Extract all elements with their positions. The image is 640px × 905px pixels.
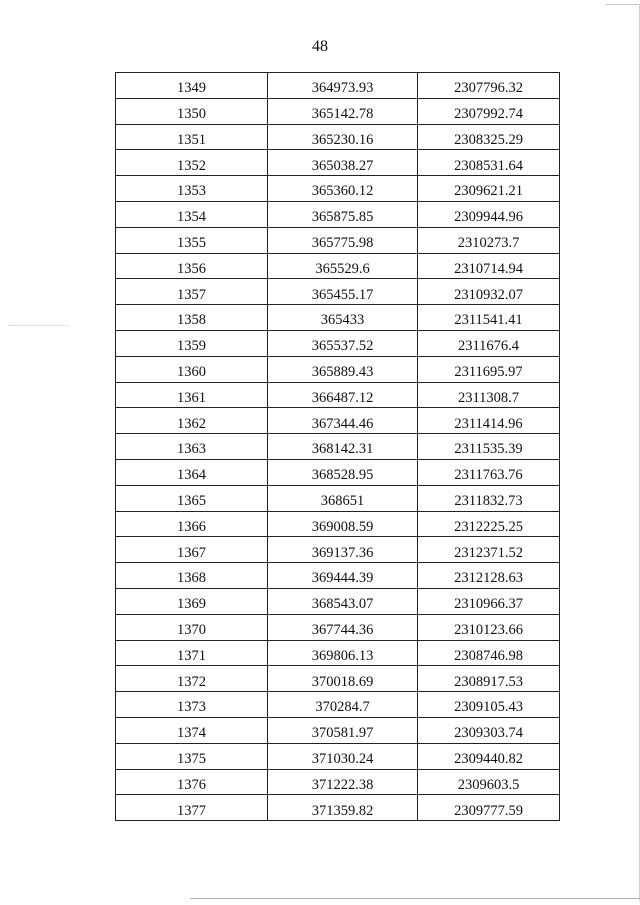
table-row bbox=[116, 124, 560, 150]
point-number-cell: 1366 bbox=[116, 511, 268, 537]
x-coordinate-cell: 365433 bbox=[268, 305, 418, 331]
y-coordinate-cell: 2309621.21 bbox=[418, 176, 560, 202]
point-number-cell: 1368 bbox=[116, 563, 268, 589]
x-coordinate-cell: 365537.52 bbox=[268, 330, 418, 356]
x-coordinate-cell: 368528.95 bbox=[268, 459, 418, 485]
table-row bbox=[116, 98, 560, 124]
y-coordinate-cell: 2311676.4 bbox=[418, 330, 560, 356]
y-coordinate-cell: 2311535.39 bbox=[418, 434, 560, 460]
point-number-cell: 1352 bbox=[116, 150, 268, 176]
y-coordinate-cell: 2310966.37 bbox=[418, 588, 560, 614]
table-row bbox=[116, 408, 560, 434]
table-row bbox=[116, 640, 560, 666]
x-coordinate-cell: 365775.98 bbox=[268, 227, 418, 253]
x-coordinate-cell: 370018.69 bbox=[268, 666, 418, 692]
y-coordinate-cell: 2308325.29 bbox=[418, 124, 560, 150]
y-coordinate-cell: 2307992.74 bbox=[418, 98, 560, 124]
point-number-cell: 1374 bbox=[116, 717, 268, 743]
x-coordinate-cell: 365142.78 bbox=[268, 98, 418, 124]
table-row bbox=[116, 485, 560, 511]
x-coordinate-cell: 371222.38 bbox=[268, 769, 418, 795]
coordinate-table-body bbox=[116, 73, 560, 821]
x-coordinate-cell: 367744.36 bbox=[268, 614, 418, 640]
y-coordinate-cell: 2310123.66 bbox=[418, 614, 560, 640]
x-coordinate-cell: 365529.6 bbox=[268, 253, 418, 279]
x-coordinate-cell: 368142.31 bbox=[268, 434, 418, 460]
point-number-cell: 1360 bbox=[116, 356, 268, 382]
page-edge-bottom bbox=[190, 898, 640, 899]
x-coordinate-cell: 369444.39 bbox=[268, 563, 418, 589]
table-row bbox=[116, 382, 560, 408]
table-row bbox=[116, 588, 560, 614]
table-row bbox=[116, 330, 560, 356]
table-row bbox=[116, 563, 560, 589]
table-row bbox=[116, 305, 560, 331]
x-coordinate-cell: 365875.85 bbox=[268, 201, 418, 227]
y-coordinate-cell: 2310714.94 bbox=[418, 253, 560, 279]
table-row bbox=[116, 743, 560, 769]
table-row bbox=[116, 356, 560, 382]
point-number-cell: 1349 bbox=[116, 73, 268, 99]
point-number-cell: 1363 bbox=[116, 434, 268, 460]
table-row bbox=[116, 150, 560, 176]
point-number-cell: 1364 bbox=[116, 459, 268, 485]
x-coordinate-cell: 365360.12 bbox=[268, 176, 418, 202]
y-coordinate-cell: 2310273.7 bbox=[418, 227, 560, 253]
table-row bbox=[116, 459, 560, 485]
coordinate-table bbox=[115, 72, 560, 821]
table-row bbox=[116, 176, 560, 202]
x-coordinate-cell: 371359.82 bbox=[268, 795, 418, 821]
y-coordinate-cell: 2311832.73 bbox=[418, 485, 560, 511]
x-coordinate-cell: 369008.59 bbox=[268, 511, 418, 537]
y-coordinate-cell: 2311763.76 bbox=[418, 459, 560, 485]
x-coordinate-cell: 365038.27 bbox=[268, 150, 418, 176]
table-row bbox=[116, 666, 560, 692]
table-row bbox=[116, 795, 560, 821]
table-row bbox=[116, 279, 560, 305]
table-row bbox=[116, 253, 560, 279]
point-number-cell: 1373 bbox=[116, 692, 268, 718]
table-row bbox=[116, 73, 560, 99]
x-coordinate-cell: 368543.07 bbox=[268, 588, 418, 614]
y-coordinate-cell: 2309440.82 bbox=[418, 743, 560, 769]
point-number-cell: 1370 bbox=[116, 614, 268, 640]
point-number-cell: 1350 bbox=[116, 98, 268, 124]
x-coordinate-cell: 368651 bbox=[268, 485, 418, 511]
x-coordinate-cell: 366487.12 bbox=[268, 382, 418, 408]
x-coordinate-cell: 369137.36 bbox=[268, 537, 418, 563]
point-number-cell: 1356 bbox=[116, 253, 268, 279]
y-coordinate-cell: 2308746.98 bbox=[418, 640, 560, 666]
page-number: 48 bbox=[312, 38, 328, 55]
point-number-cell: 1369 bbox=[116, 588, 268, 614]
x-coordinate-cell: 365455.17 bbox=[268, 279, 418, 305]
y-coordinate-cell: 2309603.5 bbox=[418, 769, 560, 795]
x-coordinate-cell: 371030.24 bbox=[268, 743, 418, 769]
y-coordinate-cell: 2308531.64 bbox=[418, 150, 560, 176]
point-number-cell: 1377 bbox=[116, 795, 268, 821]
x-coordinate-cell: 367344.46 bbox=[268, 408, 418, 434]
point-number-cell: 1375 bbox=[116, 743, 268, 769]
point-number-cell: 1372 bbox=[116, 666, 268, 692]
point-number-cell: 1358 bbox=[116, 305, 268, 331]
table-row bbox=[116, 614, 560, 640]
table-row bbox=[116, 227, 560, 253]
point-number-cell: 1365 bbox=[116, 485, 268, 511]
y-coordinate-cell: 2310932.07 bbox=[418, 279, 560, 305]
y-coordinate-cell: 2308917.53 bbox=[418, 666, 560, 692]
y-coordinate-cell: 2312371.52 bbox=[418, 537, 560, 563]
y-coordinate-cell: 2309777.59 bbox=[418, 795, 560, 821]
point-number-cell: 1353 bbox=[116, 176, 268, 202]
point-number-cell: 1355 bbox=[116, 227, 268, 253]
point-number-cell: 1354 bbox=[116, 201, 268, 227]
x-coordinate-cell: 370581.97 bbox=[268, 717, 418, 743]
point-number-cell: 1362 bbox=[116, 408, 268, 434]
table-row bbox=[116, 201, 560, 227]
page-edge-top bbox=[605, 4, 640, 5]
x-coordinate-cell: 364973.93 bbox=[268, 73, 418, 99]
y-coordinate-cell: 2307796.32 bbox=[418, 73, 560, 99]
scan-artifact bbox=[8, 325, 68, 326]
point-number-cell: 1367 bbox=[116, 537, 268, 563]
x-coordinate-cell: 365230.16 bbox=[268, 124, 418, 150]
point-number-cell: 1371 bbox=[116, 640, 268, 666]
table-row bbox=[116, 692, 560, 718]
y-coordinate-cell: 2309944.96 bbox=[418, 201, 560, 227]
table-row bbox=[116, 769, 560, 795]
point-number-cell: 1359 bbox=[116, 330, 268, 356]
y-coordinate-cell: 2311414.96 bbox=[418, 408, 560, 434]
point-number-cell: 1376 bbox=[116, 769, 268, 795]
point-number-cell: 1357 bbox=[116, 279, 268, 305]
point-number-cell: 1351 bbox=[116, 124, 268, 150]
x-coordinate-cell: 365889.43 bbox=[268, 356, 418, 382]
y-coordinate-cell: 2312128.63 bbox=[418, 563, 560, 589]
y-coordinate-cell: 2311541.41 bbox=[418, 305, 560, 331]
table-row bbox=[116, 717, 560, 743]
point-number-cell: 1361 bbox=[116, 382, 268, 408]
table-row bbox=[116, 537, 560, 563]
x-coordinate-cell: 369806.13 bbox=[268, 640, 418, 666]
y-coordinate-cell: 2309105.43 bbox=[418, 692, 560, 718]
y-coordinate-cell: 2311695.97 bbox=[418, 356, 560, 382]
y-coordinate-cell: 2312225.25 bbox=[418, 511, 560, 537]
y-coordinate-cell: 2311308.7 bbox=[418, 382, 560, 408]
y-coordinate-cell: 2309303.74 bbox=[418, 717, 560, 743]
x-coordinate-cell: 370284.7 bbox=[268, 692, 418, 718]
table-row bbox=[116, 434, 560, 460]
table-row bbox=[116, 511, 560, 537]
